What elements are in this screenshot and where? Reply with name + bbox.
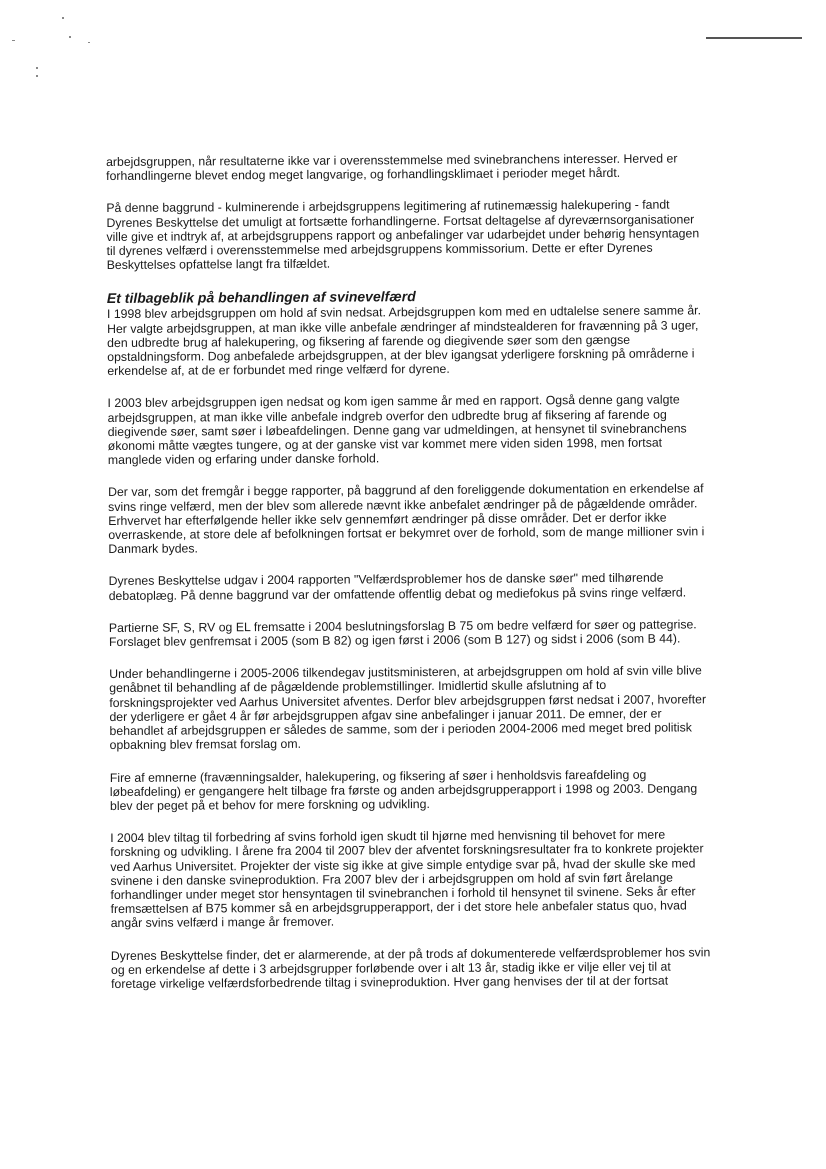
paragraph-2: På denne baggrund - kulminerende i arbejdsgruppens legitimering af rutinemæssig halekupering - fandt Dyrenes Beskyttelse det umuligt at fortsætte forhandlingerne. Fortsat deltagelse af dyreværnsorganisationer ville give et indtryk af, at arbejdsgruppens rapport og anbefalinger var udarbejdet under behørig hensyntagen til dyrenes velfærd i overensstemmelse med arbejdsgruppens kommissorium. Dette er efter Dyrenes Beskyttelses opfattelse langt fra tilfældet. <box>106 197 700 273</box>
paragraph-11: Dyrenes Beskyttelse finder, det er alarmerende, at der på trods af dokumenterede velfærdsproblemer hos svin og en erkendelse af dette i 3 arbejdsgrupper forløbende over i alt 13 år, stadig ikke er vilje eller vej til at foretage virkelige velfærdsforbedrende tiltag i svineproduktion. Hver gang henvises der til at der fortsat <box>110 944 711 991</box>
scan-speck <box>69 36 71 38</box>
scan-speck <box>62 17 64 19</box>
paragraph-3: I 1998 blev arbejdsgruppen om hold af svin nedsat. Arbejdsgruppen kom med en udtalelse senere samme år. Her valgte arbejdsgruppen, at man ikke ville anbefale ændringer af mindstealderen for fravænning på 3 uger, den udbredte brug af halekupering, og fiksering af farende og diegivende søer som den gængse opstaldningsform. Dog anbefalede arbejdsgruppen, at der blev igangsat yderligere forskning på områderne i erkendelse af, at de er forbundet med ringe velfærd for dyrene. <box>106 303 702 379</box>
scan-rule-mark <box>706 37 802 39</box>
section-heading: Et tilbageblik på behandlingen af svinevelfærd <box>106 288 416 307</box>
paragraph-6: Dyrenes Beskyttelse udgav i 2004 rapporten "Velfærdsproblemer hos de danske søer" med tilhørende debatoplæg. På denne baggrund var der omfattende offentlig debat og mediefokus på svins ringe velfærd. <box>108 571 687 603</box>
scan-speck <box>88 42 90 43</box>
scan-speck <box>36 75 38 77</box>
paragraph-10: I 2004 blev tiltag til forbedring af svins forhold igen skudt til hjørne med henvisning til behovet for mere forskning og udvikling. I årene fra 2004 til 2007 blev der afventet forskningsresultater fra to konkrete projekter ved Aarhus Universitet. Projekter der viste sig ikke at give simple entydige svar på, hvad der skulle ske med svinene i den danske svineproduktion. Fra 2007 blev der i arbejdsgruppen om hold af svin ført årelange forhandlinger under meget stor hensyntagen til svinebranchen i forhold til hensynet til svinene. Seks år efter fremsættelsen af B75 kommer så en arbejdsgrupperapport, der i det store hele anbefaler status quo, hvad angår svins velfærd i mange år fremover. <box>110 827 704 931</box>
scan-speck <box>12 40 15 41</box>
scan-speck <box>36 67 38 69</box>
paragraph-4: I 2003 blev arbejdsgruppen igen nedsat og kom igen samme år med en rapport. Også denne gang valgte arbejdsgruppen, at man ikke ville anbefale indgreb overfor den udbredte brug af fiksering af farende og diegivende søer, samt søer i løbeafdelingen. Denne gang var udmeldingen, at hensynet til svinebranchens økonomi måtte vægtes tungere, og at der ganske vist var kommet mere viden siden 1998, men fortsat manglede viden og erfaring under danske forhold. <box>107 392 687 468</box>
paragraph-1: arbejdsgruppen, når resultaterne ikke var i overensstemmelse med svinebranchens interesser. Herved er forhandlingerne blevet endog meget langvarige, og forhandlingsklimaet i perioder meget hårdt. <box>106 151 678 184</box>
paragraph-5: Der var, som det fremgår i begge rapporter, på baggrund af den foreliggende dokumentation en erkendelse af svins ringe velfærd, men der blev som allerede nævnt ikke anbefalet ændringer på de pågældende områder. Erhvervet har efterfølgende heller ikke selv gennemført ændringer på disse områder. Det er derfor ikke overraskende, at store dele af befolkningen fortsat er bekymret over de forhold, som de mange millioner svin i Danmark bydes. <box>108 481 705 557</box>
paragraph-9: Fire af emnerne (fravænningsalder, halekupering, og fiksering af søer i henholdsvis fareafdeling og løbeafdeling) er gengangere helt tilbage fra første og anden arbejdsgrupperapport i 1998 og 2003. Dengang blev der peget på et behov for mere forskning og udvikling. <box>109 767 698 813</box>
paragraph-8: Under behandlingerne i 2005-2006 tilkendegav justitsministeren, at arbejdsgruppen om hold af svin ville blive genåbnet til behandling af de pågældende problemstillinger. Imidlertid skulle afslutning af to forskningsprojekter ved Aarhus Universitet afventes. Derfor blev arbejdsgruppen først nedsat i 2007, hvorefter der yderligere er gået 4 år før arbejdsgruppen afgav sine anbefalinger i januar 2011. De emner, der er behandlet af arbejdsgruppen er således de samme, som der i perioden 2004-2006 med meget bred politisk opbakning blev fremsat forslag om. <box>109 663 707 753</box>
paragraph-7: Partierne SF, S, RV og EL fremsatte i 2004 beslutningsforslag B 75 om bedre velfærd for søer og pattegrise. Forslaget blev genfremsat i 2005 (som B 82) og igen først i 2006 (som B 127) og sidst i 2006 (som B 44). <box>108 617 697 650</box>
document-body <box>106 151 715 1009</box>
